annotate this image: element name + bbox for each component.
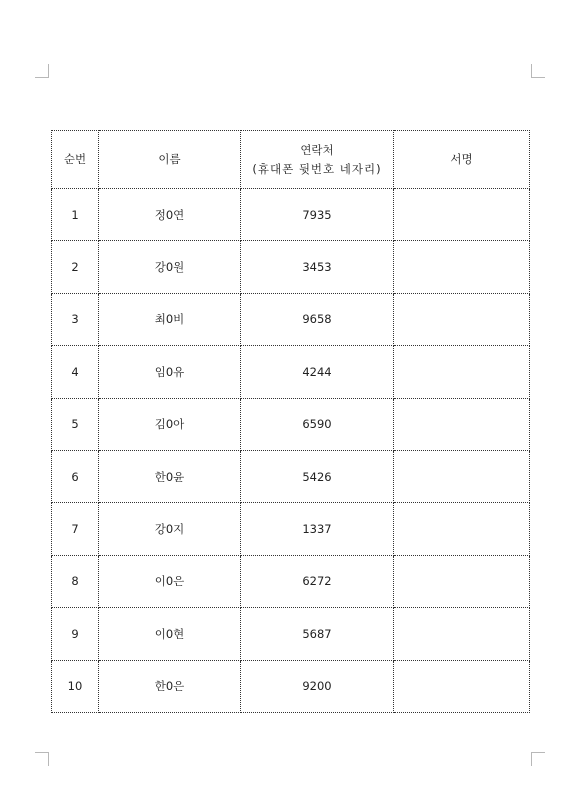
table-row xyxy=(52,503,530,555)
cell-signature[interactable] xyxy=(394,503,530,555)
page-corner-mark-bottom-right xyxy=(531,752,545,766)
cell-phone: 9658 xyxy=(241,293,394,345)
cell-phone: 7935 xyxy=(241,189,394,241)
cell-phone: 6590 xyxy=(241,398,394,450)
cell-phone: 4244 xyxy=(241,346,394,398)
cell-no: 5 xyxy=(52,398,99,450)
cell-no: 6 xyxy=(52,450,99,502)
cell-signature[interactable] xyxy=(394,346,530,398)
table-row xyxy=(52,660,530,712)
cell-signature[interactable] xyxy=(394,293,530,345)
cell-signature[interactable] xyxy=(394,189,530,241)
cell-no: 2 xyxy=(52,241,99,293)
cell-phone: 3453 xyxy=(241,241,394,293)
cell-no: 9 xyxy=(52,608,99,660)
cell-name: 강0원 xyxy=(99,241,241,293)
page-corner-mark-top-left xyxy=(35,64,49,78)
header-contact xyxy=(241,131,394,189)
header-name: 이름 xyxy=(99,131,241,189)
cell-phone: 5426 xyxy=(241,450,394,502)
page-corner-mark-bottom-left xyxy=(35,752,49,766)
table-row xyxy=(52,608,530,660)
table-row xyxy=(52,241,530,293)
cell-phone: 6272 xyxy=(241,555,394,607)
cell-name: 한0윤 xyxy=(99,450,241,502)
cell-signature[interactable] xyxy=(394,555,530,607)
table-row xyxy=(52,189,530,241)
cell-name: 이0현 xyxy=(99,608,241,660)
cell-phone: 9200 xyxy=(241,660,394,712)
cell-signature[interactable] xyxy=(394,450,530,502)
attendance-table xyxy=(51,130,530,713)
cell-phone: 5687 xyxy=(241,608,394,660)
page-corner-mark-top-right xyxy=(531,64,545,78)
cell-name: 김0아 xyxy=(99,398,241,450)
cell-no: 7 xyxy=(52,503,99,555)
cell-signature[interactable] xyxy=(394,398,530,450)
table-row xyxy=(52,346,530,398)
cell-signature[interactable] xyxy=(394,660,530,712)
header-no: 순번 xyxy=(52,131,99,189)
table-row xyxy=(52,293,530,345)
table-row xyxy=(52,398,530,450)
header-signature: 서명 xyxy=(394,131,530,189)
cell-no: 8 xyxy=(52,555,99,607)
table-row xyxy=(52,555,530,607)
cell-no: 4 xyxy=(52,346,99,398)
cell-name: 이0은 xyxy=(99,555,241,607)
cell-name: 강0지 xyxy=(99,503,241,555)
cell-phone: 1337 xyxy=(241,503,394,555)
table-header-row xyxy=(52,131,530,189)
cell-no: 10 xyxy=(52,660,99,712)
cell-signature[interactable] xyxy=(394,608,530,660)
cell-no: 3 xyxy=(52,293,99,345)
header-contact-title: 연락처 xyxy=(300,142,334,157)
cell-no: 1 xyxy=(52,189,99,241)
cell-name: 정0연 xyxy=(99,189,241,241)
cell-name: 최0비 xyxy=(99,293,241,345)
table-row xyxy=(52,450,530,502)
cell-signature[interactable] xyxy=(394,241,530,293)
cell-name: 임0유 xyxy=(99,346,241,398)
cell-name: 한0은 xyxy=(99,660,241,712)
header-contact-subtitle: (휴대폰 뒷번호 네자리) xyxy=(252,161,382,176)
